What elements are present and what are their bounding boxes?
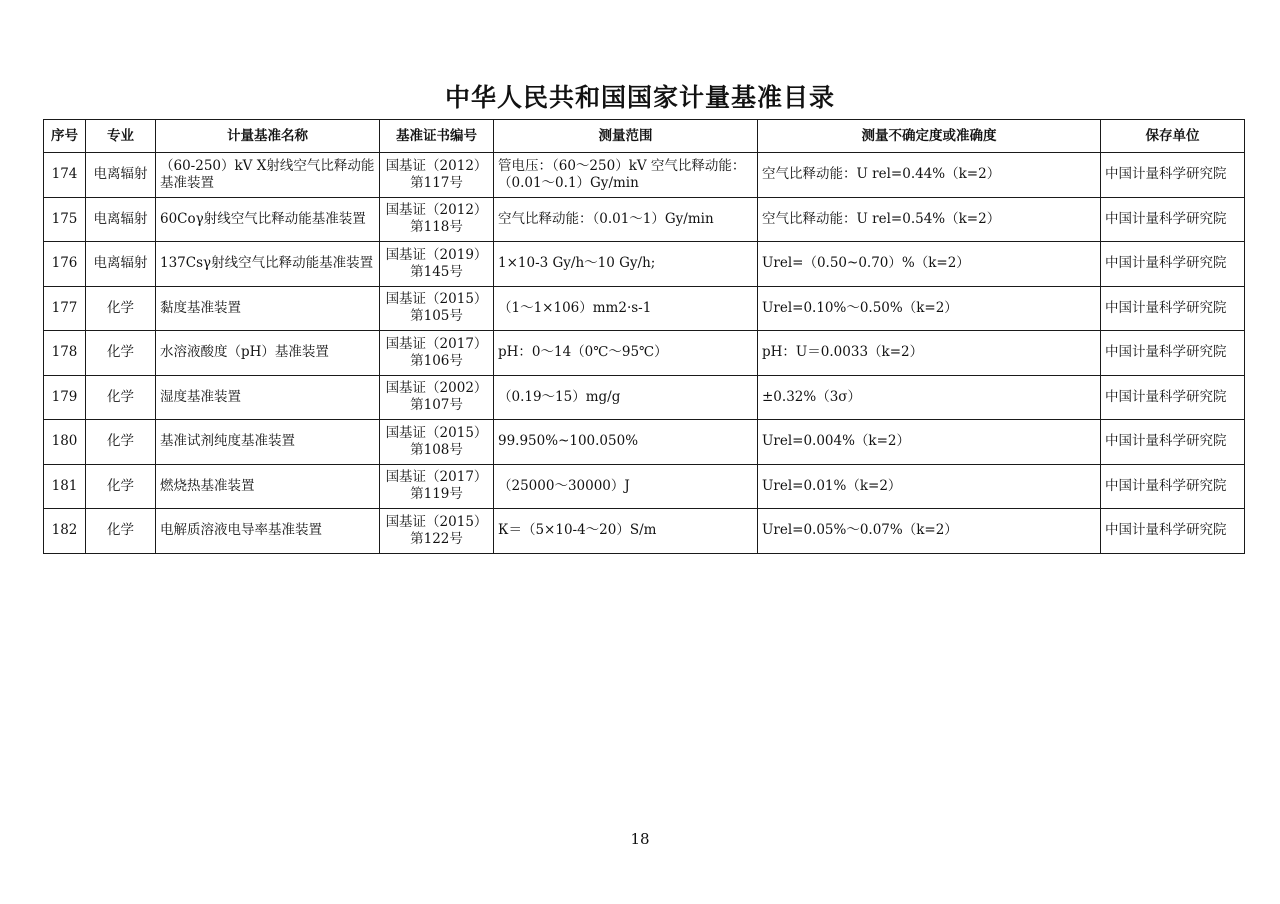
row-name: 水溶液酸度（pH）基准装置 [156,331,380,376]
cert-number: 第106号 [410,352,463,369]
row-name: 60Coγ射线空气比释动能基准装置 [156,197,380,242]
cert-number: 第117号 [410,174,463,191]
row-cert [380,242,494,287]
cert-year: 国基证（2002） [385,380,488,397]
table-row [44,420,1245,465]
row-cert [380,197,494,242]
cert-year: 国基证（2015） [385,291,488,308]
row-field: 电离辐射 [86,197,156,242]
row-range: 空气比释动能：（0.01～1）Gy/min [494,197,758,242]
cert-number: 第119号 [410,486,463,503]
cert-number: 第107号 [410,397,463,414]
row-uncertainty: Urel=0.10%～0.50%（k=2） [758,286,1101,331]
row-field: 化学 [86,375,156,420]
row-org: 中国计量科学研究院 [1101,420,1245,465]
row-name: 黏度基准装置 [156,286,380,331]
row-uncertainty: Urel=0.004%（k=2） [758,420,1101,465]
table-row [44,509,1245,554]
page-number: 18 [630,830,650,848]
cert-year: 国基证（2015） [385,424,488,441]
row-range: （1～1×106）mm2·s-1 [494,286,758,331]
row-field: 化学 [86,331,156,376]
row-cert [380,420,494,465]
table-header-row [44,120,1245,153]
table-row [44,286,1245,331]
row-no: 182 [44,509,86,554]
row-range: 1×10-3 Gy/h～10 Gy/h; [494,242,758,287]
row-name: 湿度基准装置 [156,375,380,420]
cert-number: 第108号 [410,441,463,458]
row-cert [380,153,494,198]
row-org: 中国计量科学研究院 [1101,509,1245,554]
cert-year: 国基证（2019） [385,246,488,263]
row-uncertainty: 空气比释动能：U rel=0.54%（k=2） [758,197,1101,242]
cert-number: 第122号 [410,530,463,547]
table-row [44,464,1245,509]
row-cert [380,375,494,420]
header-org: 保存单位 [1101,120,1245,153]
cert-year: 国基证（2017） [385,469,488,486]
row-org: 中国计量科学研究院 [1101,242,1245,287]
row-name: 137Csγ射线空气比释动能基准装置 [156,242,380,287]
row-no: 180 [44,420,86,465]
row-name: （60-250）kV X射线空气比释动能基准装置 [156,153,380,198]
table-row [44,375,1245,420]
row-uncertainty: 空气比释动能：U rel=0.44%（k=2） [758,153,1101,198]
row-org: 中国计量科学研究院 [1101,464,1245,509]
row-no: 174 [44,153,86,198]
row-no: 178 [44,331,86,376]
row-no: 175 [44,197,86,242]
row-no: 179 [44,375,86,420]
table-row [44,242,1245,287]
row-cert [380,464,494,509]
row-range: pH：0～14（0℃～95℃） [494,331,758,376]
row-org: 中国计量科学研究院 [1101,286,1245,331]
row-uncertainty: pH：U＝0.0033（k=2） [758,331,1101,376]
cert-year: 国基证（2012） [385,202,488,219]
row-field: 化学 [86,420,156,465]
row-field: 化学 [86,509,156,554]
header-range: 测量范围 [494,120,758,153]
row-uncertainty: Urel=0.05%～0.07%（k=2） [758,509,1101,554]
row-uncertainty: Urel=0.01%（k=2） [758,464,1101,509]
cert-number: 第105号 [410,308,463,325]
row-range: К＝（5×10-4～20）S/m [494,509,758,554]
table-row [44,153,1245,198]
header-uncertainty: 测量不确定度或准确度 [758,120,1101,153]
row-cert [380,509,494,554]
cert-number: 第118号 [410,219,463,236]
row-range: 管电压：（60～250）kV 空气比释动能：（0.01～0.1）Gy/min [494,153,758,198]
row-range: （25000～30000）J [494,464,758,509]
header-field: 专业 [86,120,156,153]
row-uncertainty: ±0.32%（3σ） [758,375,1101,420]
row-field: 化学 [86,286,156,331]
header-cert: 基准证书编号 [380,120,494,153]
row-no: 176 [44,242,86,287]
cert-number: 第145号 [410,263,463,280]
row-field: 化学 [86,464,156,509]
row-org: 中国计量科学研究院 [1101,197,1245,242]
cert-year: 国基证（2017） [385,335,488,352]
table-row [44,197,1245,242]
row-org: 中国计量科学研究院 [1101,375,1245,420]
row-name: 燃烧热基准装置 [156,464,380,509]
row-org: 中国计量科学研究院 [1101,331,1245,376]
row-uncertainty: Urel=（0.50~0.70）%（k=2） [758,242,1101,287]
row-name: 电解质溶液电导率基准装置 [156,509,380,554]
row-name: 基准试剂纯度基准装置 [156,420,380,465]
row-org: 中国计量科学研究院 [1101,153,1245,198]
header-no: 序号 [44,120,86,153]
cert-year: 国基证（2012） [385,157,488,174]
row-no: 181 [44,464,86,509]
row-cert [380,331,494,376]
standards-table [43,119,1245,554]
header-name: 计量基准名称 [156,120,380,153]
cert-year: 国基证（2015） [385,513,488,530]
row-cert [380,286,494,331]
row-range: （0.19～15）mg/g [494,375,758,420]
row-no: 177 [44,286,86,331]
row-field: 电离辐射 [86,242,156,287]
row-range: 99.950%~100.050% [494,420,758,465]
table-row [44,331,1245,376]
page-title: 中华人民共和国国家计量基准目录 [444,83,835,112]
row-field: 电离辐射 [86,153,156,198]
